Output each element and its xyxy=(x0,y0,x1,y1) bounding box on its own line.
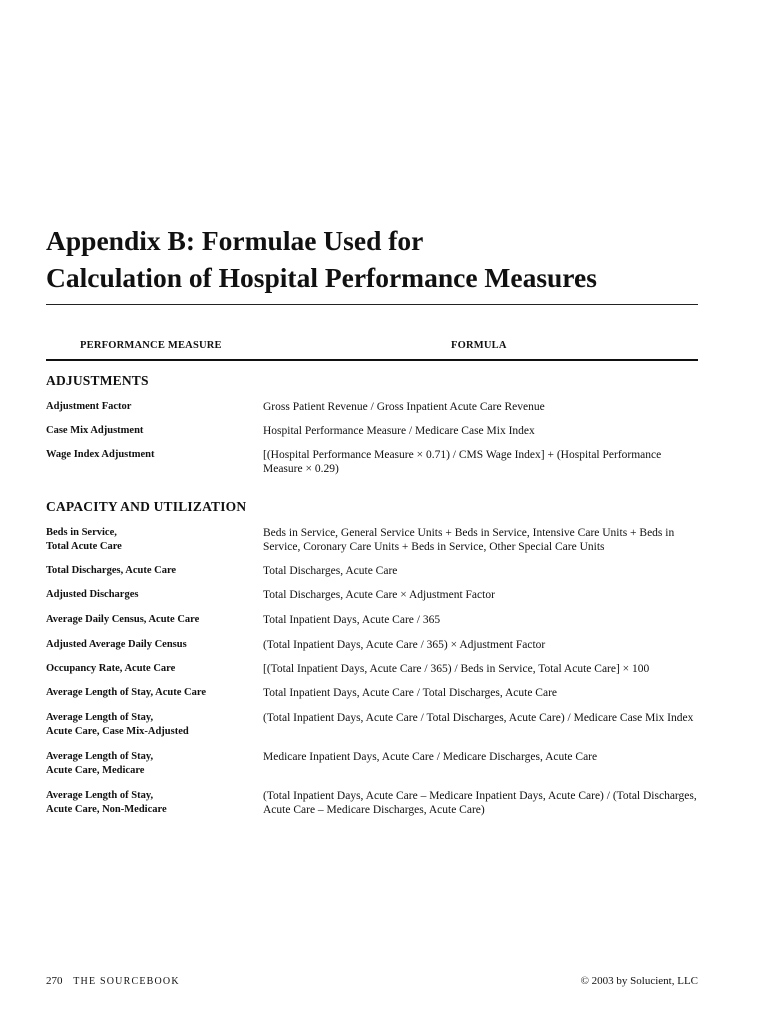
header-divider xyxy=(46,359,698,361)
page-footer-left xyxy=(46,975,180,987)
title-divider xyxy=(46,304,698,305)
formula-text: (Total Inpatient Days, Acute Care / Total Discharges, Acute Care) / Medicare Case Mix Index xyxy=(263,712,694,724)
page-title xyxy=(46,222,706,296)
formula-text: [(Total Inpatient Days, Acute Care / 365) / Beds in Service, Total Acute Care] × 100 xyxy=(263,663,650,675)
measure-label: Total Discharges, Acute Care xyxy=(46,565,177,576)
title-line-2: Calculation of Hospital Performance Measures xyxy=(46,262,597,293)
formula-text: Total Discharges, Acute Care xyxy=(263,565,398,577)
formula-text: (Total Inpatient Days, Acute Care – Medicare Inpatient Days, Acute Care) / (Total Discharges, Acute Care – Medicare Discharges, Acute Care) xyxy=(263,790,697,816)
formula-text: Total Discharges, Acute Care × Adjustment Factor xyxy=(263,589,495,601)
section-heading-capacity-utilization: CAPACITY AND UTILIZATION xyxy=(46,499,247,514)
formula-text: Total Inpatient Days, Acute Care / Total Discharges, Acute Care xyxy=(263,687,558,699)
column-header-formula: FORMULA xyxy=(451,340,507,351)
formula-text: (Total Inpatient Days, Acute Care / 365) × Adjustment Factor xyxy=(263,639,546,651)
measure-label: Average Length of Stay, Acute Care xyxy=(46,687,207,698)
section-heading-adjustments: ADJUSTMENTS xyxy=(46,373,149,388)
measure-label: Beds in Service, Total Acute Care xyxy=(46,527,122,552)
measure-label: Adjustment Factor xyxy=(46,401,132,412)
formula-text: Beds in Service, General Service Units + Beds in Service, Intensive Care Units + Beds in Service, Coronary Care Units + Beds in Service, Other Special Care Units xyxy=(263,527,675,553)
measure-label: Case Mix Adjustment xyxy=(46,425,144,436)
measure-label: Wage Index Adjustment xyxy=(46,449,155,460)
column-header-measure: PERFORMANCE MEASURE xyxy=(80,340,222,351)
book-title: THE SOURCEBOOK xyxy=(73,976,180,987)
title-line-1: Appendix B: Formulae Used for xyxy=(46,225,424,256)
measure-label: Average Length of Stay, Acute Care, Medicare xyxy=(46,751,154,776)
formula-text: Gross Patient Revenue / Gross Inpatient Acute Care Revenue xyxy=(263,401,545,413)
measure-label: Average Length of Stay, Acute Care, Case Mix-Adjusted xyxy=(46,712,189,737)
formula-text: Medicare Inpatient Days, Acute Care / Medicare Discharges, Acute Care xyxy=(263,751,598,763)
measure-label: Average Length of Stay, Acute Care, Non-Medicare xyxy=(46,790,167,815)
page-number: 270 xyxy=(46,975,63,987)
formula-text: Total Inpatient Days, Acute Care / 365 xyxy=(263,614,441,626)
measure-label: Occupancy Rate, Acute Care xyxy=(46,663,176,674)
measure-label: Adjusted Discharges xyxy=(46,589,139,600)
formula-text: [(Hospital Performance Measure × 0.71) / CMS Wage Index] + (Hospital Performance Measure × 0.29) xyxy=(263,449,662,475)
formula-text: Hospital Performance Measure / Medicare Case Mix Index xyxy=(263,425,535,437)
measure-label: Average Daily Census, Acute Care xyxy=(46,614,200,625)
measure-label: Adjusted Average Daily Census xyxy=(46,639,187,650)
copyright-notice: © 2003 by Solucient, LLC xyxy=(580,975,698,987)
